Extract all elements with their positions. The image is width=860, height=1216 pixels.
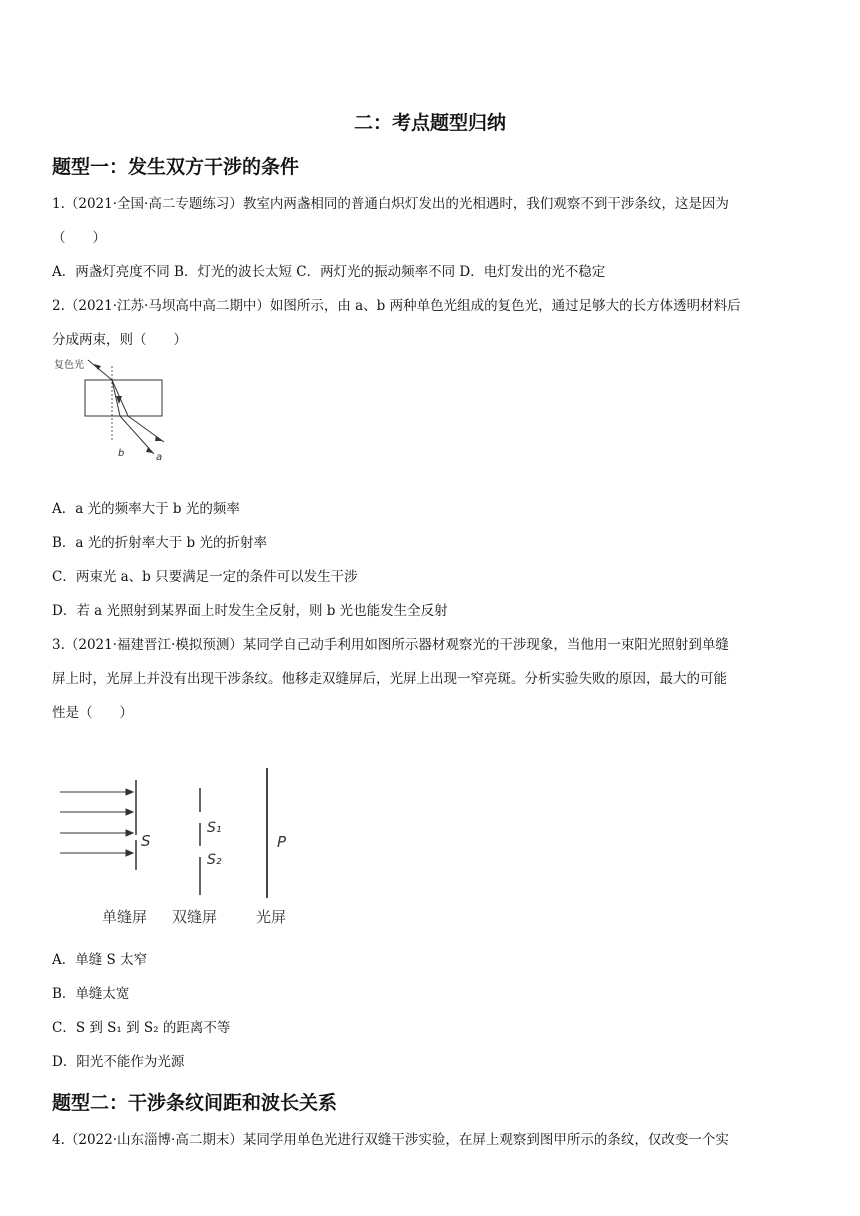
q2-option-c: C．两束光 a、b 只要满足一定的条件可以发生干涉 bbox=[52, 569, 358, 585]
q2-fig-label-b: b bbox=[118, 448, 125, 459]
q2-stem-line2: 分成两束，则（ ） bbox=[52, 332, 187, 348]
q3-fig-label-s: S bbox=[141, 832, 151, 850]
q1-stem-line1: 1.（2021·全国·高二专题练习）教室内两盏相同的普通白炽灯发出的光相遇时，我们观察不到干涉条纹，这是因为 bbox=[52, 196, 729, 212]
q3-stem-line2: 屏上时，光屏上并没有出现干涉条纹。他移走双缝屏后，光屏上出现一窄亮斑。分析实验失败的原因，最大的可能 bbox=[52, 671, 727, 687]
q3-option-d: D．阳光不能作为光源 bbox=[52, 1054, 185, 1070]
q3-double-slit-figure bbox=[52, 760, 312, 935]
q3-fig-label-p: P bbox=[277, 833, 287, 851]
q3-caption-double-slit: 双缝屏 bbox=[172, 908, 218, 926]
q2-option-d: D．若 a 光照射到某界面上时发生全反射，则 b 光也能发生全反射 bbox=[52, 603, 448, 619]
q2-option-a: A．a 光的频率大于 b 光的频率 bbox=[52, 501, 240, 517]
q2-refraction-figure bbox=[52, 350, 182, 475]
q2-option-b: B．a 光的折射率大于 b 光的折射率 bbox=[52, 535, 267, 551]
q3-fig-label-s2: S₂ bbox=[207, 852, 222, 868]
q2-ray-b-arrow bbox=[146, 447, 153, 453]
q3-caption-screen: 光屏 bbox=[256, 908, 287, 926]
q3-stem-line3: 性是（ ） bbox=[52, 705, 133, 721]
q3-fig-label-s1: S₁ bbox=[207, 820, 222, 836]
q1-stem-line2: （ ） bbox=[52, 230, 106, 246]
q2-fig-label-light: 复色光 bbox=[54, 360, 84, 371]
q2-stem-line1: 2.（2021·江苏·马坝高中高二期中）如图所示，由 a、b 两种单色光组成的复色光，通过足够大的长方体透明材料后 bbox=[52, 298, 741, 314]
q3-option-b: B．单缝太宽 bbox=[52, 986, 130, 1002]
q2-block bbox=[85, 380, 162, 416]
q3-option-c: C．S 到 S₁ 到 S₂ 的距离不等 bbox=[52, 1020, 231, 1036]
q2-incident-arrow bbox=[94, 364, 101, 370]
q3-caption-single-slit: 单缝屏 bbox=[102, 908, 148, 926]
q2-incident-ray bbox=[88, 360, 112, 380]
q1-options: A．两盏灯亮度不同 B．灯光的波长太短 C．两灯光的振动频率不同 D．电灯发出的光不稳定 bbox=[52, 264, 606, 280]
q3-option-a: A．单缝 S 太窄 bbox=[52, 952, 148, 968]
type1-heading: 题型一：发生双方干涉的条件 bbox=[52, 156, 300, 178]
section-title: 二：考点题型归纳 bbox=[353, 112, 506, 134]
q3-arrow-3 bbox=[126, 830, 133, 836]
q4-stem-line1: 4.（2022·山东淄博·高二期末）某同学用单色光进行双缝干涉实验，在屏上观察到图甲所示的条纹，仅改变一个实 bbox=[52, 1132, 729, 1148]
q3-stem-line1: 3.（2021·福建晋江·模拟预测）某同学自己动手利用如图所示器材观察光的干涉现象，当他用一束阳光照射到单缝 bbox=[52, 637, 729, 653]
type2-heading: 题型二：干涉条纹间距和波长关系 bbox=[52, 1092, 338, 1114]
q2-ray-a-arrow bbox=[155, 436, 163, 441]
q3-arrow-1 bbox=[126, 789, 133, 795]
q3-arrow-2 bbox=[126, 809, 133, 815]
q3-arrow-4 bbox=[126, 850, 133, 856]
q2-fig-label-a: a bbox=[156, 452, 163, 463]
